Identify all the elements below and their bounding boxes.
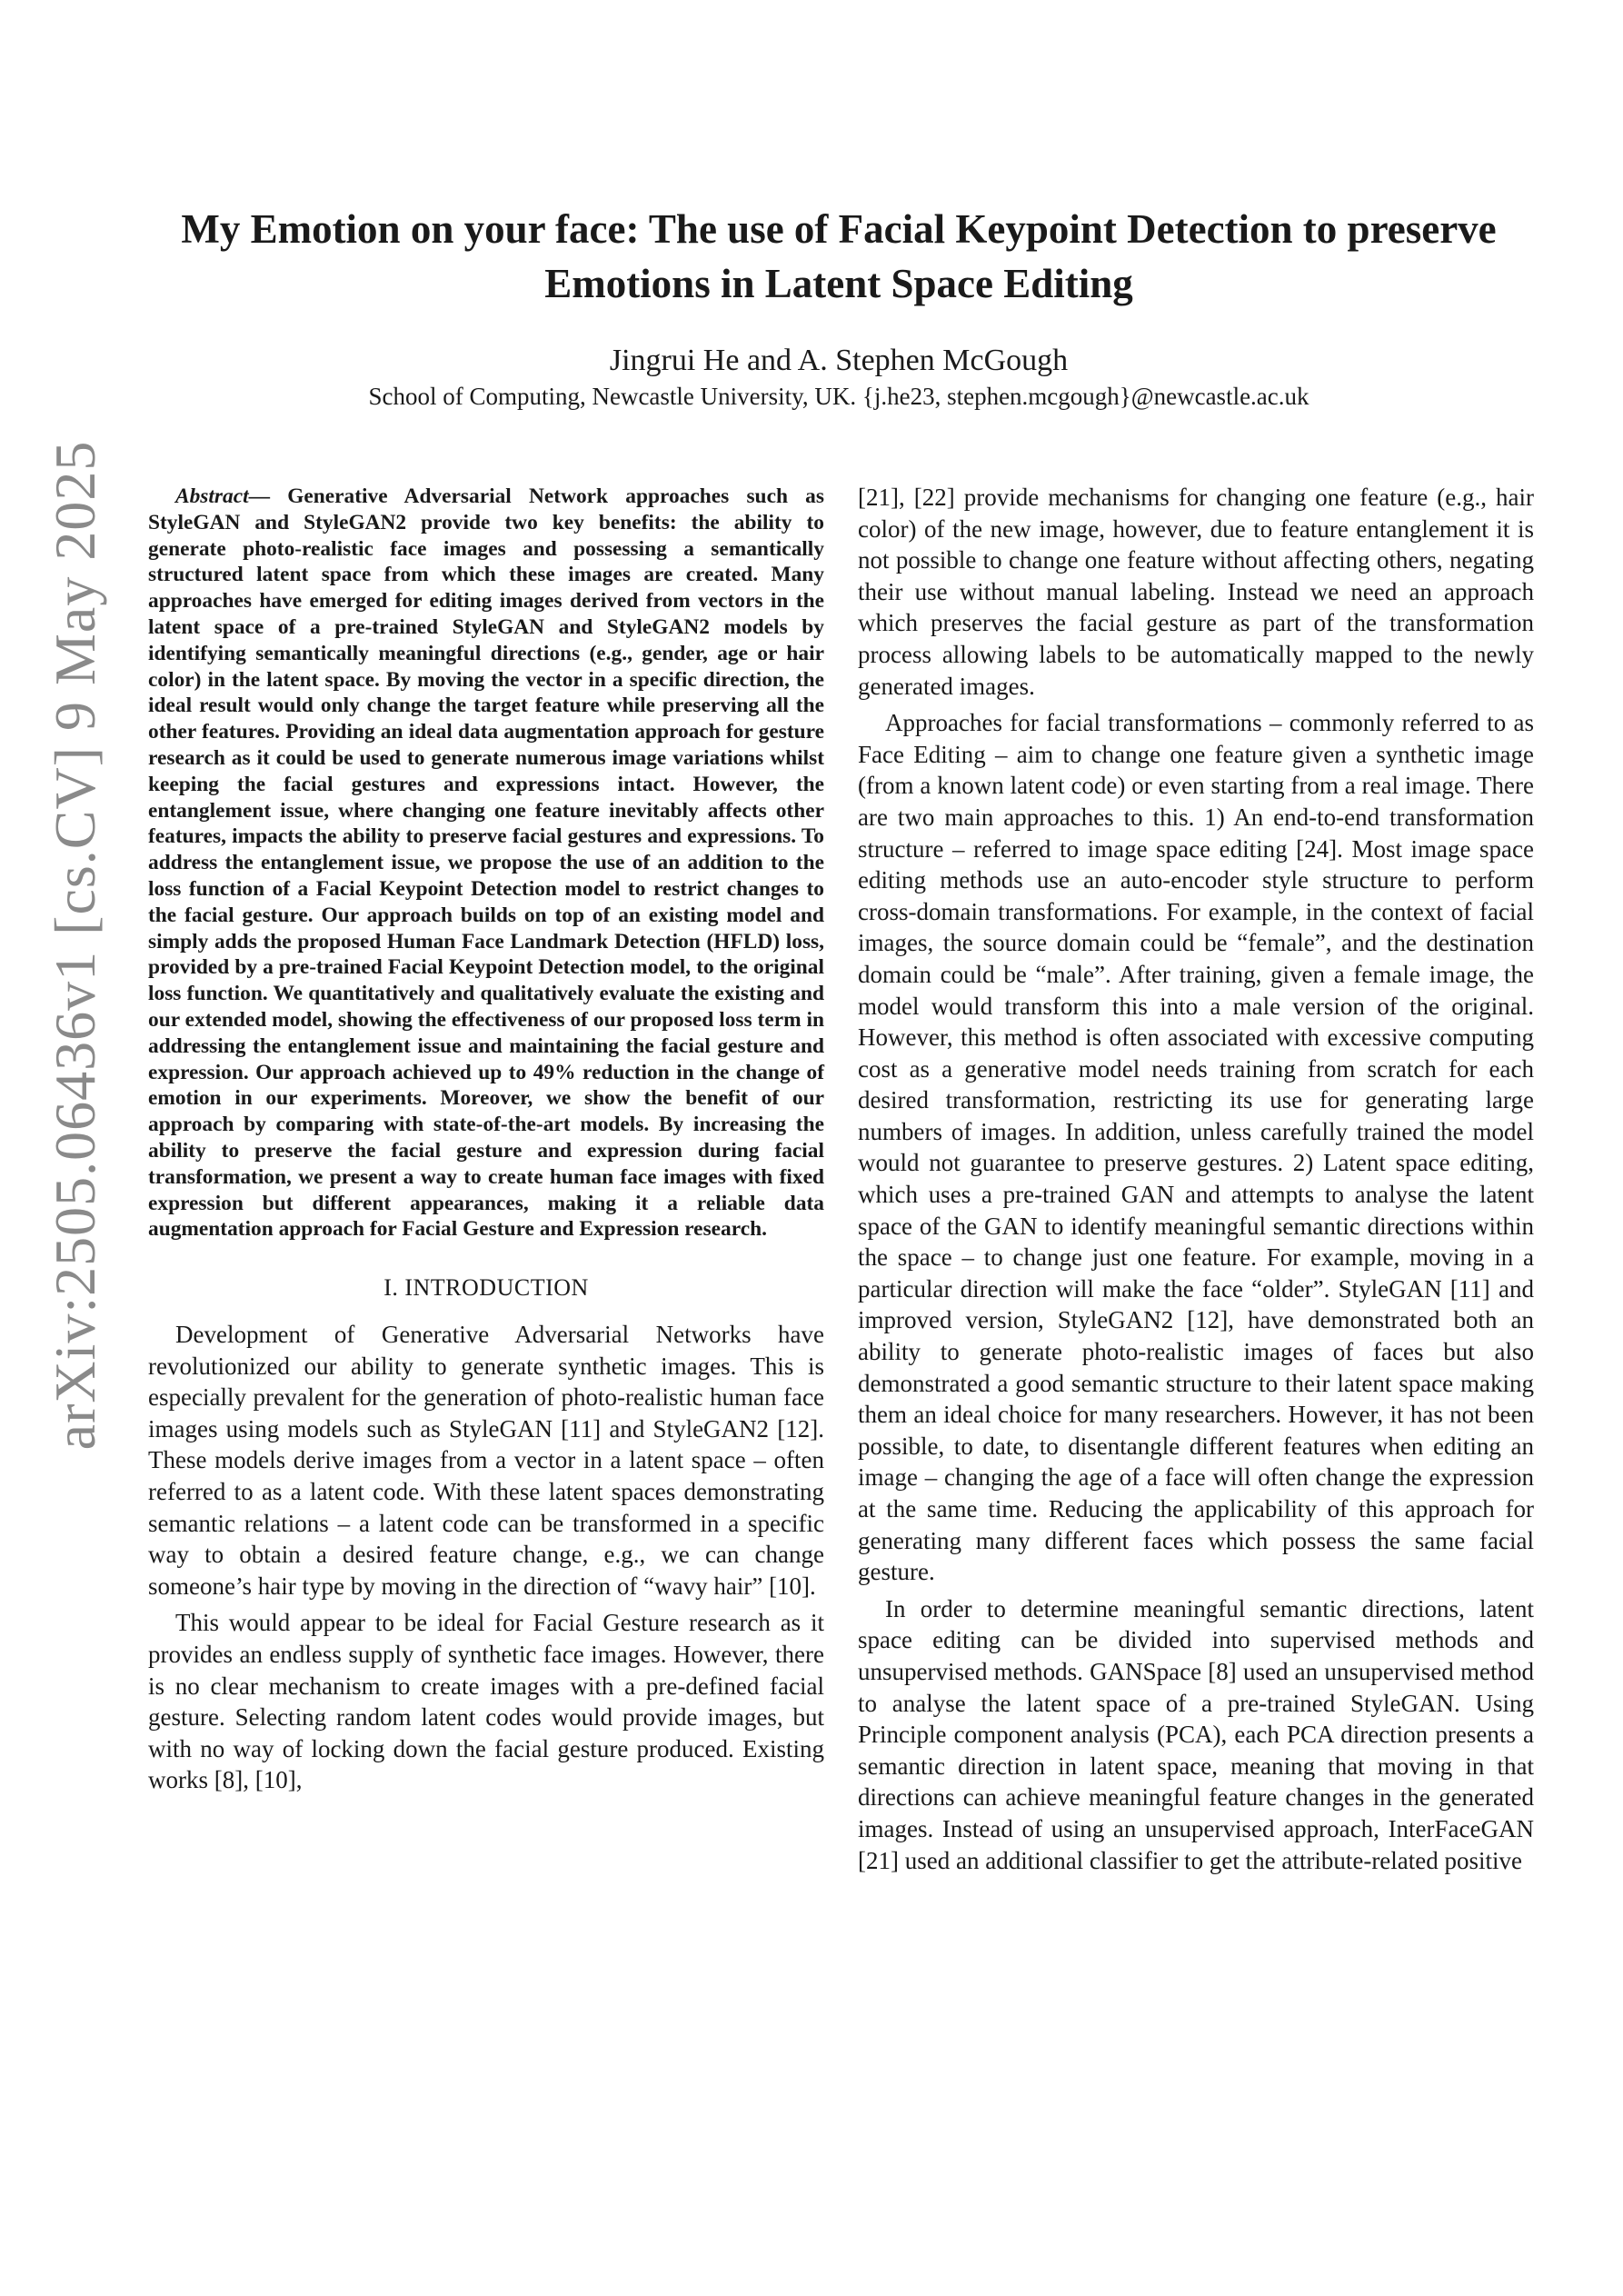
abstract-label: Abstract	[175, 484, 249, 508]
intro-paragraph: This would appear to be ideal for Facial Gesture research as it provides an endless supply of synthetic face images. However, there is no clear mechanism to create images with a pre-defined facial gesture. Selecting random latent codes would provide images, but with no way of locking down the facial gesture produced. Existing works [8], [10],	[148, 1609, 824, 1794]
section-heading-introduction: I. INTRODUCTION	[383, 1274, 589, 1302]
paper-authors: Jingrui He and A. Stephen McGough	[609, 344, 1069, 377]
arxiv-stamp	[25, 236, 125, 1654]
paper-affiliation: School of Computing, Newcastle University, UK. {j.he23, stephen.mcgough}@newcastle.ac.uk	[368, 383, 1309, 410]
abstract-text: Generative Adversarial Network approaches such as StyleGAN and StyleGAN2 provide two key benefits: the ability to generate photo-realistic face images and possessing a semantically structured latent space from which these images are created. Many approaches have emerged for editing images derived from vectors in the latent space of a pre-trained StyleGAN and StyleGAN2 models by identifying semantically meaningful directions (e.g., gender, age or hair color) in the latent space. By moving the vector in a specific direction, the ideal result would only change the target feature while preserving all the other features. Providing an ideal data augmentation approach for gesture research as it could be used to generate numerous image variations whilst keeping the facial gestures and expressions intact. However, the entanglement issue, where changing one feature inevitably affects other features, impacts the ability to preserve facial gestures and expressions. To address the entanglement issue, we propose the use of an addition to the loss function of a Facial Keypoint Detection model to restrict changes to the facial gesture. Our approach builds on top of an existing model and simply adds the proposed Human Face Landmark Detection (HFLD) loss, provided by a pre-trained Facial Keypoint Detection model, to the original loss function. We quantitatively and qualitatively evaluate the existing and our extended model, showing the effectiveness of our proposed loss term in addressing the entanglement issue and maintaining the facial gesture and expression. Our approach achieved up to 49% reduction in the change of emotion in our experiments. Moreover, we show the benefit of our approach by comparing with state-of-the-art models. By increasing the ability to preserve the facial gesture and expression during facial transformation, we present a way to create human face images with fixed expression but different appearances, making it a reliable data augmentation approach for Facial Gesture and Expression research.	[148, 484, 824, 1242]
arxiv-stamp-text: arXiv:2505.06436v1 [cs.CV] 9 May 2025	[43, 440, 107, 1451]
right-column	[858, 482, 1534, 1882]
intro-paragraph-continued: [21], [22] provide mechanisms for changing one feature (e.g., hair color) of the new image, however, due to feature entanglement it is not possible to change one feature without affecting others, negating their use without manual labeling. Instead we need an approach which preserves the facial gesture as part of the transformation process allowing labels to be automatically mapped to the newly generated images.	[858, 484, 1534, 700]
intro-paragraph: Development of Generative Adversarial Networks have revolutionized our ability to generate synthetic images. This is especially prevalent for the generation of photo-realistic human face images using models such as StyleGAN [11] and StyleGAN2 [12]. These models derive images from a vector in a latent space – often referred to as a latent code. With these latent spaces demonstrating semantic relations – a latent code can be transformed in a specific way to obtain a desired feature change, e.g., we can change someone’s hair type by moving in the direction of “wavy hair” [10].	[148, 1321, 824, 1600]
intro-paragraph: Approaches for facial transformations – commonly referred to as Face Editing – aim to change one feature given a synthetic image (from a known latent code) or even starting from a real image. There are two main approaches to this. 1) An end-to-end transformation structure – referred to image space editing [24]. Most image space editing methods use an auto-encoder style structure to perform cross-domain transformations. For example, in the context of facial images, the source domain could be “female”, and the destination domain could be “male”. After training, given a female image, the model would transform this into a male version of the original. However, this method is often associated with excessive computing cost as a generative model needs training from scratch for each desired transformation, restricting its use for generating large numbers of images. In addition, unless carefully trained the model would not guarantee to preserve gestures. 2) Latent space editing, which uses a pre-trained GAN and attempts to analyse the latent space of the GAN to identify meaningful semantic directions within the space – to change just one feature. For example, moving in a particular direction will make the face “older”. StyleGAN [11] and improved version, StyleGAN2 [12], have demonstrated both an ability to generate photo-realistic images of faces but also demonstrated a good semantic structure to their latent space making them an ideal choice for many researchers. However, it has not been possible, to date, to disentangle different features when editing an image – changing the age of a face will often change the expression at the same time. Reducing the applicability of this approach for generating many different faces which possess the same facial gesture.	[858, 709, 1534, 1586]
abstract	[148, 484, 824, 1243]
abstract-dash: —	[248, 484, 288, 508]
left-column	[148, 484, 824, 1802]
intro-paragraph: In order to determine meaningful semantic directions, latent space editing can be divided into supervised methods and unsupervised methods. GANSpace [8] used an unsupervised method to analyse the latent space of a pre-trained StyleGAN. Using Principle component analysis (PCA), each PCA direction presents a semantic direction in latent space, meaning that moving in that directions can achieve meaningful feature changes in the generated images. Instead of using an unsupervised approach, InterFaceGAN [21] used an additional classifier to get the attribute-related positive	[858, 1594, 1534, 1874]
paper-title: My Emotion on your face: The use of Facial Keypoint Detection to preserve Emotions in Latent Space Editing	[181, 206, 1497, 306]
